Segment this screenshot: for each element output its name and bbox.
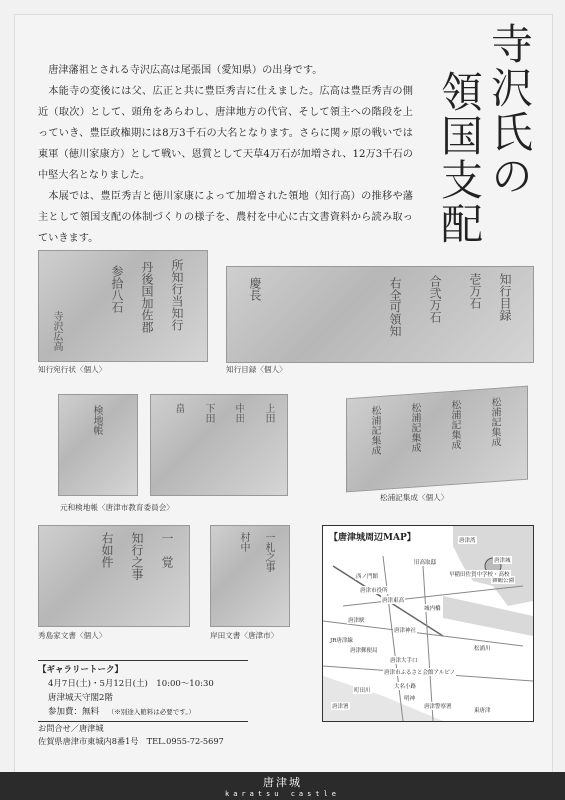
map-label: 唐津市役所	[360, 588, 388, 594]
gallery-talk-fee-note: （※別途入館料は必要です。）	[107, 708, 195, 716]
document-photo-kishida: 一札之事 村中	[210, 525, 290, 627]
intro-paragraph: 唐津藩祖とされる寺沢広高は尾張国（愛知県）の出身です。	[48, 65, 323, 76]
footer-bar	[0, 772, 565, 800]
gallery-talk-fee-row	[38, 705, 248, 719]
footer-subtitle: karatsu castle	[224, 790, 340, 798]
gallery-talk-title: 【ギャラリートーク】	[38, 665, 124, 675]
photo-caption: 秀島家文書〈個人〉	[38, 631, 107, 640]
map-label: 明神	[404, 696, 416, 702]
photo-caption: 松浦記集成〈個人〉	[380, 493, 449, 502]
map-label: 城内橋	[424, 606, 441, 612]
gallery-talk-box	[38, 660, 248, 722]
map-label: JR唐津線	[330, 638, 353, 644]
footer-title: 唐津城	[263, 776, 302, 789]
photo-caption: 知行宛行状〈個人〉	[38, 365, 107, 374]
contact-info	[38, 722, 224, 748]
contact-address: 佐賀県唐津市東城内8番1号 TEL.0955-72-5697	[38, 736, 224, 746]
map-label: 唐津湾	[459, 538, 476, 544]
gallery-talk-fee: 参加費：無料	[48, 707, 100, 717]
map-label: 早稲田佐賀中学校・高校	[449, 572, 510, 578]
document-photo-genna-kenchicho: 検地帳	[58, 394, 138, 496]
map-label: 唐津署	[332, 704, 349, 710]
intro-paragraph: 本能寺の変後には父、広正と共に豊臣秀吉に仕えました。広高は豊臣秀吉の側近（取次）として、頭角をあらわし、唐津地方の代官、そして領主への階段を上っていき、豊臣政権期には8万3千石の大名となります。さらに関ヶ原の戦いでは東軍（徳川家康方）として戦い、恩賞として天草4万石が加増され、12万3千石の中堅大名となりました。	[38, 86, 413, 181]
intro-text	[38, 60, 413, 249]
document-photo-hideshima: 一 覚 知行之事 右如件	[38, 525, 190, 627]
map-label: 唐津駅	[348, 618, 365, 624]
photo-caption: 元和検地帳〈唐津市教育委員会〉	[60, 503, 174, 512]
map-label: 唐津市ふるさと会館アルピノ	[384, 670, 456, 676]
gallery-talk-date: 4月7日(土)・5月12日(土) 10:00～10:30	[48, 679, 214, 689]
map-label: 唐津大手口	[390, 658, 418, 664]
gallery-talk-venue: 唐津城天守閣2階	[48, 693, 113, 703]
map-label: 町田川	[354, 688, 371, 694]
map-label: 唐津城	[494, 558, 511, 564]
photo-caption: 岸田文書〈唐津市〉	[210, 631, 279, 640]
document-photo-genna-kenchicho-open: 上田 中田 下田 畠	[150, 394, 288, 496]
map-label: 唐津郵便局	[350, 648, 378, 654]
map-label: 唐津東高	[382, 598, 405, 604]
map-label: 大名小路	[394, 684, 417, 690]
map-label: 西ノ門館	[356, 574, 379, 580]
map-label: 唐津神社	[394, 628, 417, 634]
map-label: 東唐津	[474, 708, 491, 714]
map-label: 松浦川	[474, 646, 491, 652]
document-photo-chigyo-mokuroku: 知行目録 壱万石 合弐万石 右全可領知 慶長	[226, 266, 534, 363]
photo-caption: 知行目録〈個人〉	[226, 365, 287, 374]
map-label: 唐津警察署	[424, 704, 452, 710]
map-title: 【唐津城周辺MAP】	[329, 533, 416, 543]
area-map	[322, 525, 534, 722]
map-label: 舞鶴公園	[492, 578, 515, 584]
contact-heading: お問合せ／唐津城	[38, 723, 104, 733]
title-column-2: 領国支配	[435, 70, 484, 246]
intro-paragraph: 本展では、豊臣秀吉と徳川家康によって加増された領地（知行高）の推移や藩主として領国支配の体制づくりの様子を、農村を中心に古文書資料から読み取っていきます。	[38, 191, 413, 244]
title-column-1: 寺沢氏の	[485, 22, 534, 198]
document-photo-chigyo-ategai: 所知行当知行 丹後国加佐郡 参拾八石 寺沢広高	[38, 250, 208, 362]
document-photo-matsuura-kishusei: 松浦記集成 松浦記集成 松浦記集成 松浦記集成	[346, 386, 528, 493]
map-label: 旧高取邸	[414, 560, 437, 566]
